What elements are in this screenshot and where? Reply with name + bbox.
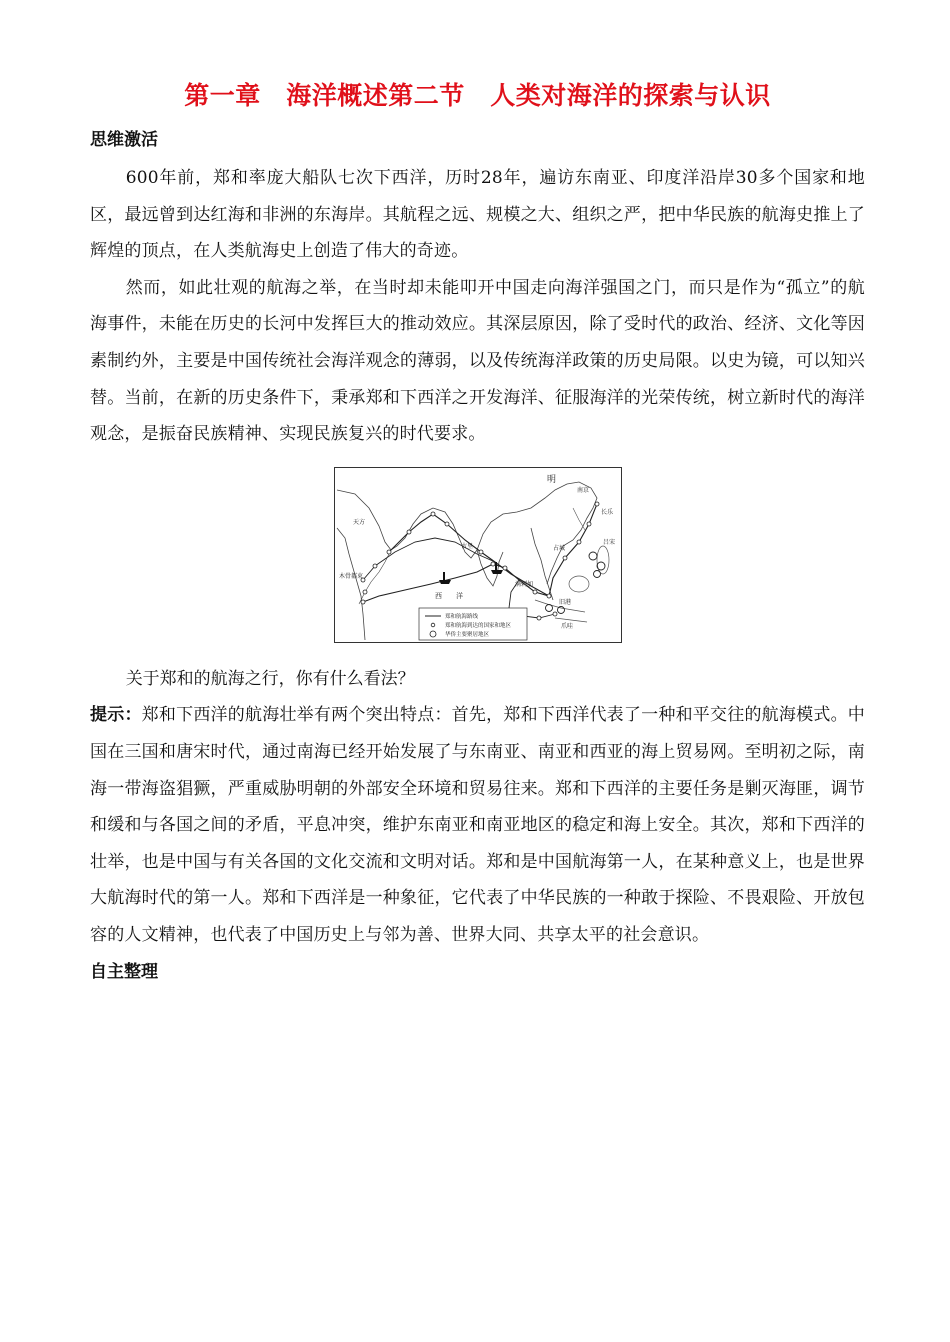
map-label-tianfang: 天方 xyxy=(352,518,365,526)
map-label-manlajia: 满剌加 xyxy=(514,580,533,588)
map-label-lusong: 吕宋 xyxy=(602,538,615,546)
question-text: 关于郑和的航海之行，你有什么看法？ xyxy=(125,668,415,689)
map-label-changle: 长乐 xyxy=(600,508,613,516)
map-figure xyxy=(90,467,865,643)
page-title: 第一章 海洋概述第二节 人类对海洋的探索与认识 xyxy=(184,81,771,110)
hint-text: 郑和下西洋的航海壮举有两个突出特点：首先，郑和下西洋代表了一种和平交往的航海模式。中国在三国和唐宋时代，通过南海已经开始发展了与东南亚、南亚和西亚的海上贸易网。至明初之际，南海一带海盗猖獗，严重威胁明朝的外部安全环境和贸易往来。郑和下西洋的主要任务是剿灭海匪，调节和缓和与各国之间的矛盾，平息冲突，维护东南亚和南亚地区的稳定和海上安全。其次，郑和下西洋的壮举，也是中国与有关各国的文化交流和文明对话。郑和是中国航海第一人，在某种意义上，也是世界大航海时代的第一人。郑和下西洋是一种象征，它代表了中华民族的一种敢于探险、不畏艰险、开放包容的人文精神，也代表了中国历史上与邻为善、世界大同、共享太平的社会意识。 xyxy=(90,705,865,945)
section-heading-self: 自主整理 xyxy=(90,961,158,982)
map-label-mugudushu: 木骨都束 xyxy=(338,572,363,580)
legend-settlement: 华侨主要聚居地区 xyxy=(444,631,489,638)
legend-route: 郑和航海路线 xyxy=(444,613,478,620)
map-label-nanjing: 南京 xyxy=(576,486,589,494)
map-label-xiyang: 西 洋 xyxy=(434,591,463,600)
paragraph-1: 600年前，郑和率庞大船队七次下西洋，历时28年，遍访东南亚、印度洋沿岸30多个国家和地区，最远曾到达红海和非洲的东海岸。其航程之远、规模之大、组织之严，把中华民族的航海史推上了辉煌的顶点，在人类航海史上创造了伟大的奇迹。 xyxy=(90,168,865,262)
paragraph-2: 然而，如此壮观的航海之举，在当时却未能叩开中国走向海洋强国之门，而只是作为“孤立”的航海事件，未能在历史的长河中发挥巨大的推动效应。其深层原因，除了受时代的政治、经济、文化等因素制约外，主要是中国传统社会海洋观念的薄弱，以及传统海洋政策的历史局限。以史为镜，可以知兴替。当前，在新的历史条件下，秉承郑和下西洋之开发海洋、征服海洋的光荣传统，树立新时代的海洋观念，是振奋民族精神、实现民族复兴的时代要求。 xyxy=(90,277,865,445)
zheng-he-voyage-map xyxy=(334,467,622,643)
hint-label: 提示： xyxy=(90,705,142,726)
map-label-zhancheng: 占城 xyxy=(552,544,565,552)
legend-visited: 郑和航海到达的国家和地区 xyxy=(444,622,511,629)
hint-paragraph xyxy=(90,697,865,953)
map-label-jiugang: 旧港 xyxy=(558,598,571,606)
map-label-guli: 古里 xyxy=(460,542,473,550)
section-heading-thinking: 思维激活 xyxy=(90,130,158,150)
map-label-ming: 明 xyxy=(546,474,556,485)
document-page xyxy=(90,78,865,986)
map-label-zhaowa: 爪哇 xyxy=(560,622,573,630)
map-legend xyxy=(419,608,527,640)
